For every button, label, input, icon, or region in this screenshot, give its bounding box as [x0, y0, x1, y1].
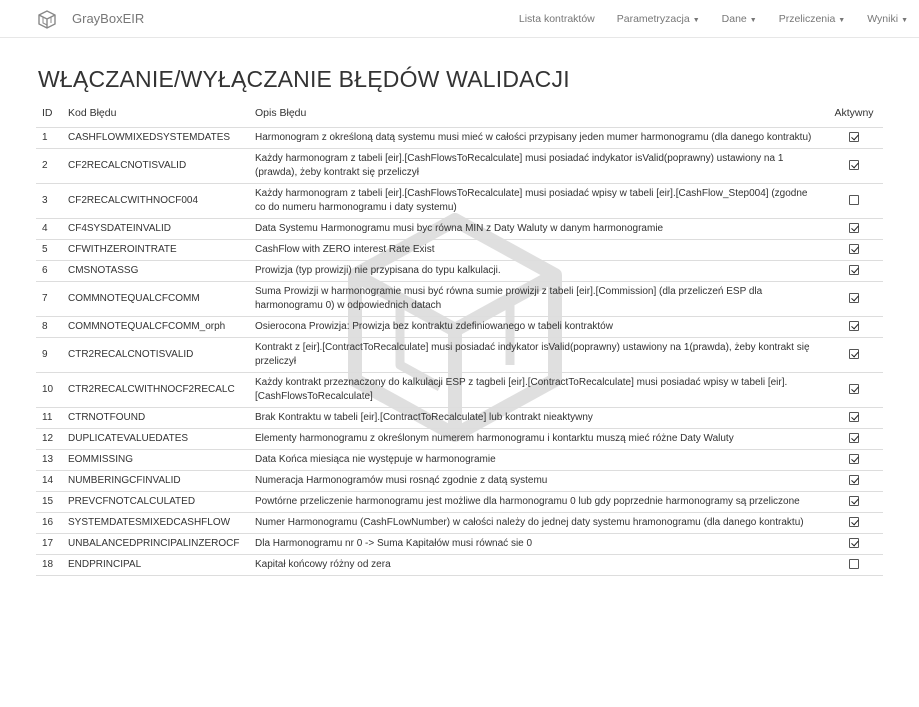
cell-active [825, 470, 883, 491]
column-header-id[interactable]: ID [36, 100, 62, 127]
active-checkbox[interactable] [849, 265, 859, 275]
grey-cube-logo-icon[interactable] [36, 8, 58, 30]
cell-code: EOMMISSING [62, 449, 249, 470]
active-checkbox[interactable] [849, 433, 859, 443]
cell-active [825, 449, 883, 470]
cell-description: Powtórne przeliczenie harmonogramu jest możliwe dla harmonogramu 0 lub gdy poprzednie harmonogramy są przeliczone [249, 491, 825, 512]
active-checkbox[interactable] [849, 475, 859, 485]
active-checkbox[interactable] [849, 496, 859, 506]
cell-id: 10 [36, 372, 62, 407]
table-row [36, 148, 883, 183]
cell-id: 15 [36, 491, 62, 512]
cell-code: UNBALANCEDPRINCIPALINZEROCF [62, 533, 249, 554]
table-body [36, 127, 883, 575]
cell-description: CashFlow with ZERO interest Rate Exist [249, 239, 825, 260]
cell-description: Kapitał końcowy różny od zera [249, 554, 825, 575]
cell-description: Brak Kontraktu w tabeli [eir].[ContractToRecalculate] lub kontrakt nieaktywny [249, 407, 825, 428]
cell-active [825, 512, 883, 533]
table-row [36, 470, 883, 491]
cell-id: 11 [36, 407, 62, 428]
active-checkbox[interactable] [849, 517, 859, 527]
caret-down-icon: ▼ [901, 17, 908, 24]
nav-item-label: Parametryzacja [616, 13, 690, 25]
cell-description: Data Systemu Harmonogramu musi byc równa MIN z Daty Waluty w danym harmonogramie [249, 218, 825, 239]
table-row [36, 428, 883, 449]
cell-id: 4 [36, 218, 62, 239]
nav-item-2[interactable] [711, 13, 768, 25]
cell-id: 14 [36, 470, 62, 491]
table-row [36, 337, 883, 372]
nav-item-label: Dane [721, 13, 747, 25]
cell-id: 12 [36, 428, 62, 449]
active-checkbox[interactable] [849, 223, 859, 233]
cell-code: CF2RECALCWITHNOCF004 [62, 183, 249, 218]
caret-down-icon: ▼ [692, 17, 700, 24]
cell-description: Data Końca miesiąca nie występuje w harmonogramie [249, 449, 825, 470]
nav-item-label: Przeliczenia [778, 13, 836, 25]
cell-active [825, 148, 883, 183]
cell-code: DUPLICATEVALUEDATES [62, 428, 249, 449]
column-header-description[interactable]: Opis Błędu [249, 100, 825, 127]
nav-item-label: Lista kontraktów [518, 13, 595, 25]
active-checkbox[interactable] [849, 195, 859, 205]
table-row [36, 533, 883, 554]
caret-down-icon: ▼ [838, 17, 846, 24]
cell-description: Osierocona Prowizja: Prowizja bez kontraktu zdefiniowanego w tabeli kontraktów [249, 316, 825, 337]
caret-down-icon: ▼ [749, 17, 757, 24]
table-row [36, 316, 883, 337]
table-row [36, 512, 883, 533]
nav-item-label: Wyniki [867, 13, 899, 25]
active-checkbox[interactable] [849, 349, 859, 359]
active-checkbox[interactable] [849, 412, 859, 422]
nav-item-1[interactable] [606, 13, 711, 25]
cell-code: CTR2RECALCWITHNOCF2RECALC [62, 372, 249, 407]
table-row [36, 218, 883, 239]
active-checkbox[interactable] [849, 454, 859, 464]
cell-id: 3 [36, 183, 62, 218]
cell-description: Każdy harmonogram z tabeli [eir].[CashFlowsToRecalculate] musi posiadać wpisy w tabeli [eir].[CashFlow_Step004] (zgodne co do numeru harmonogramu i daty systemu) [249, 183, 825, 218]
cell-code: PREVCFNOTCALCULATED [62, 491, 249, 512]
cell-description: Dla Harmonogramu nr 0 -> Suma Kapitałów musi równać sie 0 [249, 533, 825, 554]
cell-code: NUMBERINGCFINVALID [62, 470, 249, 491]
cell-code: CTRNOTFOUND [62, 407, 249, 428]
navbar [0, 0, 919, 38]
cell-description: Elementy harmonogramu z określonym numerem harmonogramu i kontarktu muszą mieć różne Daty Waluty [249, 428, 825, 449]
cell-active [825, 260, 883, 281]
cell-active [825, 554, 883, 575]
cell-active [825, 428, 883, 449]
cell-description: Kontrakt z [eir].[ContractToRecalculate] musi posiadać indykator isValid(poprawny) ustawiony na 1(prawda), żeby kontrakt się przeliczył [249, 337, 825, 372]
cell-id: 9 [36, 337, 62, 372]
cell-id: 6 [36, 260, 62, 281]
table-row [36, 239, 883, 260]
table-row [36, 127, 883, 148]
cell-description: Harmonogram z określoną datą systemu musi mieć w całości przypisany jeden mumer harmonogramu (dla danego kontraktu) [249, 127, 825, 148]
active-checkbox[interactable] [849, 244, 859, 254]
column-header-active[interactable]: Aktywny [825, 100, 883, 127]
cell-description: Numeracja Harmonogramów musi rosnąć zgodnie z datą systemu [249, 470, 825, 491]
cell-description: Każdy harmonogram z tabeli [eir].[CashFlowsToRecalculate] musi posiadać indykator isValid(poprawny) ustawiony na 1 (prawda), żeby kontrakt się przeliczył [249, 148, 825, 183]
cell-active [825, 533, 883, 554]
cell-active [825, 239, 883, 260]
cell-active [825, 218, 883, 239]
cell-code: CTR2RECALCNOTISVALID [62, 337, 249, 372]
table-row [36, 554, 883, 575]
cell-id: 5 [36, 239, 62, 260]
validation-errors-table [36, 100, 883, 576]
column-header-code[interactable]: Kod Błędu [62, 100, 249, 127]
cell-active [825, 372, 883, 407]
cell-id: 7 [36, 281, 62, 316]
table-row [36, 183, 883, 218]
active-checkbox[interactable] [849, 160, 859, 170]
table-row [36, 260, 883, 281]
nav-item-4[interactable] [856, 13, 919, 25]
active-checkbox[interactable] [849, 321, 859, 331]
active-checkbox[interactable] [849, 538, 859, 548]
nav-item-3[interactable] [768, 13, 857, 25]
cell-description: Numer Harmonogramu (CashFLowNumber) w całości należy do jednej daty systemu hramonogramu (dla danego kontraktu) [249, 512, 825, 533]
cell-id: 13 [36, 449, 62, 470]
cell-active [825, 127, 883, 148]
cell-code: ENDPRINCIPAL [62, 554, 249, 575]
active-checkbox[interactable] [849, 559, 859, 569]
cell-active [825, 316, 883, 337]
cell-code: SYSTEMDATESMIXEDCASHFLOW [62, 512, 249, 533]
cell-code: CMSNOTASSG [62, 260, 249, 281]
active-checkbox[interactable] [849, 293, 859, 303]
table-row [36, 407, 883, 428]
cell-description: Prowizja (typ prowizji) nie przypisana do typu kalkulacji. [249, 260, 825, 281]
main-nav [508, 0, 919, 38]
table-header-row [36, 100, 883, 127]
active-checkbox[interactable] [849, 132, 859, 142]
cell-code: COMMNOTEQUALCFCOMM_orph [62, 316, 249, 337]
cell-active [825, 407, 883, 428]
cell-id: 2 [36, 148, 62, 183]
nav-item-0[interactable] [508, 13, 606, 25]
table-row [36, 372, 883, 407]
brand-name[interactable]: GrayBoxEIR [72, 11, 145, 26]
cell-description: Każdy kontrakt przeznaczony do kalkulacji ESP z tagbeli [eir].[ContractToRecalculate] musi posiadać wpisy w tabeli [eir].[CashFlowsToRecalculate] [249, 372, 825, 407]
cell-active [825, 491, 883, 512]
cell-id: 8 [36, 316, 62, 337]
cell-code: CFWITHZEROINTRATE [62, 239, 249, 260]
cell-description: Suma Prowizji w harmonogramie musi być równa sumie prowizji z tabeli [eir].[Commission] (dla przeliczeń ESP dla harmonogramu 0) w odpowiednich datach [249, 281, 825, 316]
cell-id: 17 [36, 533, 62, 554]
cell-id: 16 [36, 512, 62, 533]
cell-id: 18 [36, 554, 62, 575]
page-title: WŁĄCZANIE/WYŁĄCZANIE BŁĘDÓW WALIDACJI [38, 66, 570, 92]
cell-code: CF4SYSDATEINVALID [62, 218, 249, 239]
cell-active [825, 337, 883, 372]
cell-code: CF2RECALCNOTISVALID [62, 148, 249, 183]
cell-active [825, 183, 883, 218]
table-row [36, 449, 883, 470]
cell-active [825, 281, 883, 316]
cell-code: COMMNOTEQUALCFCOMM [62, 281, 249, 316]
table-row [36, 281, 883, 316]
active-checkbox[interactable] [849, 384, 859, 394]
cell-id: 1 [36, 127, 62, 148]
table-row [36, 491, 883, 512]
cell-code: CASHFLOWMIXEDSYSTEMDATES [62, 127, 249, 148]
